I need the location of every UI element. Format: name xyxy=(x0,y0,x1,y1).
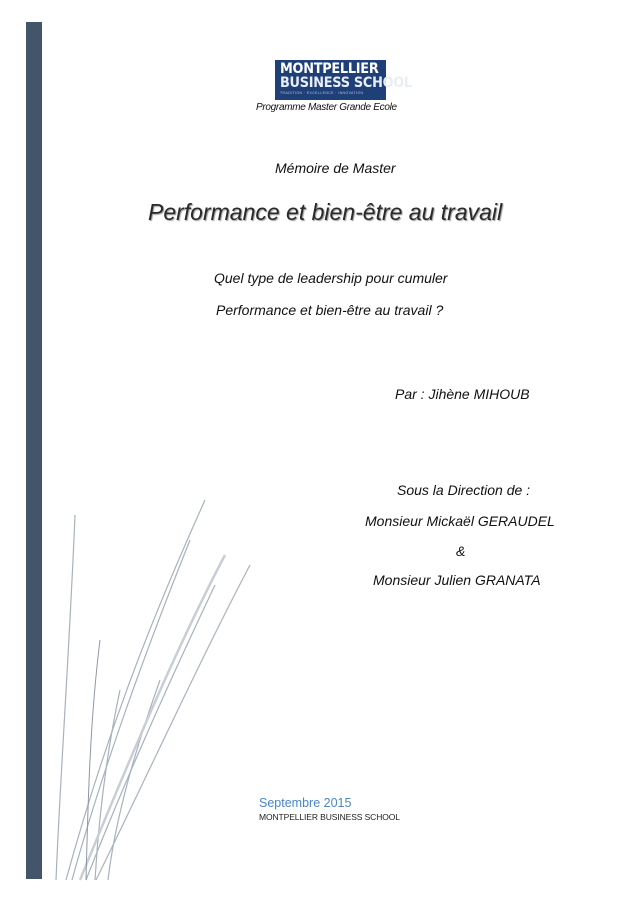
document-type: Mémoire de Master xyxy=(275,160,396,176)
supervisor-2: Monsieur Julien GRANATA xyxy=(373,572,541,588)
logo-tagline: TRADITION · EXCELLENCE · INNOVATION xyxy=(280,91,364,95)
logo-line1: MONTPELLIER xyxy=(280,61,379,77)
research-question-line2: Performance et bien-être au travail ? xyxy=(216,302,444,318)
school-name: MONTPELLIER BUSINESS SCHOOL xyxy=(259,812,400,822)
supervisor-ampersand: & xyxy=(456,543,466,559)
school-logo xyxy=(275,60,412,100)
logo-line2: BUSINESS SCHOOL xyxy=(280,75,412,91)
author: Par : Jihène MIHOUB xyxy=(395,386,530,402)
supervisor-1: Monsieur Mickaël GERAUDEL xyxy=(365,513,555,529)
thesis-title: Performance et bien-être au travail xyxy=(148,199,503,225)
direction-label: Sous la Direction de : xyxy=(397,482,531,498)
program-label: Programme Master Grande Ecole xyxy=(256,102,397,113)
research-question-line1: Quel type de leadership pour cumuler xyxy=(214,270,448,286)
publication-date: Septembre 2015 xyxy=(259,796,352,810)
